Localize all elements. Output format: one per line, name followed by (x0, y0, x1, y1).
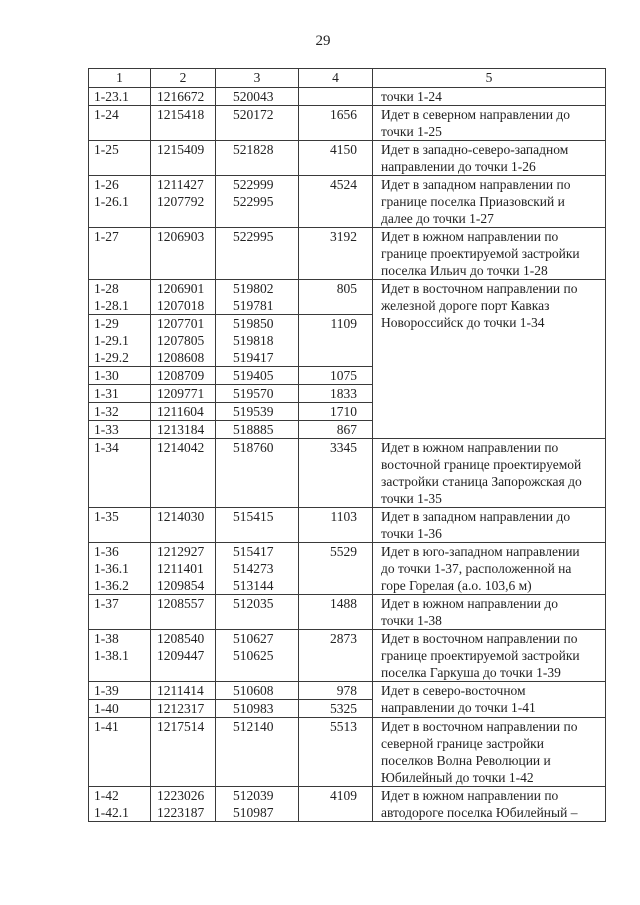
x-coordinate-cell (151, 176, 216, 228)
segment-length: 4109 (299, 787, 373, 822)
table-row (89, 141, 606, 176)
y-coordinate: 519802 (233, 281, 274, 296)
point-id: 1-23.1 (94, 89, 129, 104)
x-coordinate: 1209447 (157, 648, 205, 663)
y-coordinate: 512140 (233, 719, 274, 734)
y-coordinate: 519781 (233, 298, 274, 313)
y-coordinate: 522999 (233, 177, 274, 192)
description-line: Идет в западном направлении до (381, 509, 571, 524)
x-coordinate-cell (151, 439, 216, 508)
description-line: границе проектируемой застройки (381, 246, 580, 261)
segment-length: 805 (299, 280, 373, 315)
description-line: Идет в юго-западном направлении (381, 544, 580, 559)
table-row (89, 228, 606, 280)
x-coordinate-cell (151, 141, 216, 176)
x-coordinate: 1208540 (157, 631, 205, 646)
description-cell (373, 595, 606, 630)
y-coordinate-cell (216, 700, 299, 718)
table-row (89, 280, 606, 315)
description-line: точки 1-35 (381, 491, 442, 506)
description-line: точки 1-36 (381, 526, 442, 541)
header-row (89, 69, 606, 88)
description-cell (373, 508, 606, 543)
y-coordinate-cell (216, 682, 299, 700)
point-id: 1-29.2 (94, 350, 129, 365)
description-line: Идет в южном направлении по (381, 788, 559, 803)
description-line: точки 1-25 (381, 124, 442, 139)
x-coordinate: 1207805 (157, 333, 205, 348)
point-cell (89, 228, 151, 280)
y-coordinate-cell (216, 176, 299, 228)
y-coordinate: 519417 (233, 350, 274, 365)
x-coordinate-cell (151, 787, 216, 822)
point-cell (89, 176, 151, 228)
point-id: 1-25 (94, 142, 119, 157)
point-id: 1-39 (94, 683, 119, 698)
x-coordinate-cell (151, 595, 216, 630)
description-line: поселков Волна Революции и (381, 753, 551, 768)
point-id: 1-32 (94, 404, 119, 419)
point-cell (89, 787, 151, 822)
y-coordinate: 510983 (233, 701, 274, 716)
y-coordinate: 510625 (233, 648, 274, 663)
y-coordinate-cell (216, 630, 299, 682)
point-id: 1-31 (94, 386, 119, 401)
point-id: 1-40 (94, 701, 119, 716)
point-cell (89, 595, 151, 630)
x-coordinate-cell (151, 88, 216, 106)
y-coordinate: 510987 (233, 805, 274, 820)
table-row (89, 718, 606, 787)
description-line: направлении до точки 1-41 (381, 700, 536, 715)
x-coordinate: 1211414 (157, 683, 204, 698)
y-coordinate: 519570 (233, 386, 274, 401)
x-coordinate: 1206903 (157, 229, 205, 244)
y-coordinate: 518885 (233, 422, 274, 437)
description-line: направлении до точки 1-26 (381, 159, 536, 174)
description-cell (373, 176, 606, 228)
description-line: северной границе застройки (381, 736, 544, 751)
x-coordinate-cell (151, 106, 216, 141)
point-id: 1-36.1 (94, 561, 129, 576)
point-cell (89, 543, 151, 595)
point-cell (89, 718, 151, 787)
table-row (89, 682, 606, 700)
table-row (89, 176, 606, 228)
point-cell (89, 682, 151, 700)
y-coordinate-cell (216, 787, 299, 822)
y-coordinate: 522995 (233, 194, 274, 209)
point-id: 1-37 (94, 596, 119, 611)
y-coordinate-cell (216, 421, 299, 439)
x-coordinate: 1223026 (157, 788, 205, 803)
point-id: 1-36.2 (94, 578, 129, 593)
point-id: 1-38.1 (94, 648, 129, 663)
description-line: Идет в восточном направлении по (381, 631, 578, 646)
y-coordinate-cell (216, 595, 299, 630)
y-coordinate-cell (216, 543, 299, 595)
y-coordinate: 513144 (233, 578, 274, 593)
x-coordinate: 1213184 (157, 422, 205, 437)
point-cell (89, 367, 151, 385)
y-coordinate: 514273 (233, 561, 274, 576)
description-line: Идет в западно-северо-западном (381, 142, 569, 157)
point-id: 1-34 (94, 440, 119, 455)
point-id: 1-29.1 (94, 333, 129, 348)
x-coordinate: 1216672 (157, 89, 205, 104)
y-coordinate-cell (216, 403, 299, 421)
x-coordinate: 1211401 (157, 561, 204, 576)
point-id: 1-26 (94, 177, 119, 192)
point-id: 1-26.1 (94, 194, 129, 209)
x-coordinate: 1206901 (157, 281, 205, 296)
description-cell (373, 787, 606, 822)
description-cell (373, 106, 606, 141)
y-coordinate: 519818 (233, 333, 274, 348)
y-coordinate: 521828 (233, 142, 274, 157)
x-coordinate-cell (151, 718, 216, 787)
description-line: поселка Гаркуша до точки 1-39 (381, 665, 561, 680)
description-line: Новороссийск до точки 1-34 (381, 315, 545, 330)
description-line: до точки 1-37, расположенной на (381, 561, 572, 576)
point-cell (89, 700, 151, 718)
point-id: 1-27 (94, 229, 119, 244)
y-coordinate: 519850 (233, 316, 274, 331)
description-cell (373, 88, 606, 106)
description-line: точки 1-38 (381, 613, 442, 628)
description-line: Идет в северном направлении до (381, 107, 571, 122)
x-coordinate-cell (151, 280, 216, 315)
x-coordinate: 1207792 (157, 194, 205, 209)
y-coordinate-cell (216, 718, 299, 787)
y-coordinate-cell (216, 88, 299, 106)
page-number: 29 (315, 33, 331, 49)
x-coordinate-cell (151, 367, 216, 385)
segment-length: 1075 (299, 367, 373, 385)
y-coordinate-cell (216, 367, 299, 385)
table-body (89, 88, 606, 822)
x-coordinate-cell (151, 682, 216, 700)
y-coordinate: 512035 (233, 596, 274, 611)
description-line: Идет в южном направлении по (381, 229, 559, 244)
y-coordinate: 519539 (233, 404, 274, 419)
y-coordinate: 510608 (233, 683, 274, 698)
segment-length: 3192 (299, 228, 373, 280)
description-line: автодороге поселка Юбилейный – (381, 805, 578, 820)
x-coordinate-cell (151, 508, 216, 543)
point-id: 1-24 (94, 107, 119, 122)
segment-length: 1656 (299, 106, 373, 141)
y-coordinate: 522995 (233, 229, 274, 244)
description-line: границе поселка Приазовский и (381, 194, 565, 209)
description-cell (373, 439, 606, 508)
y-coordinate-cell (216, 508, 299, 543)
point-id: 1-36 (94, 544, 119, 559)
point-cell (89, 385, 151, 403)
x-coordinate: 1208557 (157, 596, 205, 611)
x-coordinate: 1211604 (157, 404, 204, 419)
segment-length: 5325 (299, 700, 373, 718)
point-id: 1-30 (94, 368, 119, 383)
y-coordinate: 510627 (233, 631, 274, 646)
y-coordinate: 518760 (233, 440, 274, 455)
y-coordinate-cell (216, 106, 299, 141)
segment-length: 1710 (299, 403, 373, 421)
y-coordinate-cell (216, 280, 299, 315)
description-line: далее до точки 1-27 (381, 211, 494, 226)
segment-length: 3345 (299, 439, 373, 508)
y-coordinate: 519405 (233, 368, 274, 383)
x-coordinate: 1212927 (157, 544, 205, 559)
column-header-x: 2 (151, 69, 216, 88)
segment-length: 5529 (299, 543, 373, 595)
point-id: 1-42 (94, 788, 119, 803)
table-row (89, 630, 606, 682)
description-line: границе проектируемой застройки (381, 648, 580, 663)
description-line: восточной границе проектируемой (381, 457, 582, 472)
description-cell (373, 280, 606, 439)
segment-length: 2873 (299, 630, 373, 682)
x-coordinate-cell (151, 385, 216, 403)
y-coordinate: 520172 (233, 107, 274, 122)
column-header-description: 5 (373, 69, 606, 88)
description-cell (373, 228, 606, 280)
column-header-y: 3 (216, 69, 299, 88)
point-cell (89, 106, 151, 141)
point-id: 1-33 (94, 422, 119, 437)
x-coordinate-cell (151, 315, 216, 367)
point-cell (89, 141, 151, 176)
segment-length: 1833 (299, 385, 373, 403)
y-coordinate-cell (216, 439, 299, 508)
x-coordinate-cell (151, 403, 216, 421)
point-cell (89, 315, 151, 367)
point-id: 1-28 (94, 281, 119, 296)
table-row (89, 595, 606, 630)
description-line: Идет в восточном направлении по (381, 281, 578, 296)
point-id: 1-41 (94, 719, 119, 734)
segment-length: 5513 (299, 718, 373, 787)
x-coordinate-cell (151, 228, 216, 280)
description-line: Идет в северо-восточном (381, 683, 526, 698)
description-cell (373, 630, 606, 682)
description-line: горе Горелая (а.о. 103,6 м) (381, 578, 532, 593)
y-coordinate-cell (216, 385, 299, 403)
x-coordinate-cell (151, 630, 216, 682)
table-row (89, 787, 606, 822)
column-header-length: 4 (299, 69, 373, 88)
description-line: Идет в восточном направлении по (381, 719, 578, 734)
x-coordinate: 1207018 (157, 298, 205, 313)
point-id: 1-42.1 (94, 805, 129, 820)
x-coordinate-cell (151, 421, 216, 439)
x-coordinate-cell (151, 543, 216, 595)
description-cell (373, 543, 606, 595)
table-row (89, 508, 606, 543)
segment-length: 1109 (299, 315, 373, 367)
y-coordinate-cell (216, 228, 299, 280)
description-line: точки 1-24 (381, 89, 442, 104)
description-line: Идет в южном направлении до (381, 596, 558, 611)
x-coordinate: 1212317 (157, 701, 205, 716)
x-coordinate: 1208608 (157, 350, 205, 365)
description-line: поселка Ильич до точки 1-28 (381, 263, 548, 278)
y-coordinate-cell (216, 141, 299, 176)
point-id: 1-35 (94, 509, 119, 524)
segment-length: 867 (299, 421, 373, 439)
x-coordinate: 1211427 (157, 177, 204, 192)
y-coordinate: 520043 (233, 89, 274, 104)
segment-length: 4524 (299, 176, 373, 228)
y-coordinate: 512039 (233, 788, 274, 803)
description-cell (373, 141, 606, 176)
segment-length (299, 88, 373, 106)
description-line: застройки станица Запорожская до (381, 474, 582, 489)
x-coordinate: 1215418 (157, 107, 205, 122)
x-coordinate: 1209771 (157, 386, 205, 401)
point-cell (89, 439, 151, 508)
description-line: железной дороге порт Кавказ (381, 298, 550, 313)
x-coordinate-cell (151, 700, 216, 718)
x-coordinate: 1217514 (157, 719, 205, 734)
x-coordinate: 1207701 (157, 316, 205, 331)
y-coordinate-cell (216, 315, 299, 367)
x-coordinate: 1215409 (157, 142, 205, 157)
point-id: 1-28.1 (94, 298, 129, 313)
y-coordinate: 515415 (233, 509, 274, 524)
y-coordinate: 515417 (233, 544, 274, 559)
table-row (89, 543, 606, 595)
x-coordinate: 1214042 (157, 440, 205, 455)
point-cell (89, 403, 151, 421)
segment-length: 1488 (299, 595, 373, 630)
table-header (89, 69, 606, 88)
description-line: Идет в южном направлении по (381, 440, 559, 455)
segment-length: 4150 (299, 141, 373, 176)
table-row (89, 88, 606, 106)
point-cell (89, 508, 151, 543)
point-id: 1-38 (94, 631, 119, 646)
table-row (89, 106, 606, 141)
point-cell (89, 421, 151, 439)
segment-length: 978 (299, 682, 373, 700)
table-row (89, 439, 606, 508)
x-coordinate: 1214030 (157, 509, 205, 524)
point-cell (89, 280, 151, 315)
x-coordinate: 1208709 (157, 368, 205, 383)
description-line: Идет в западном направлении по (381, 177, 571, 192)
description-cell (373, 682, 606, 718)
segment-length: 1103 (299, 508, 373, 543)
point-cell (89, 630, 151, 682)
point-id: 1-29 (94, 316, 119, 331)
x-coordinate: 1223187 (157, 805, 205, 820)
x-coordinate: 1209854 (157, 578, 205, 593)
column-header-point: 1 (89, 69, 151, 88)
point-cell (89, 88, 151, 106)
description-line: Юбилейный до точки 1-42 (381, 770, 534, 785)
boundary-points-table (88, 68, 606, 822)
description-cell (373, 718, 606, 787)
